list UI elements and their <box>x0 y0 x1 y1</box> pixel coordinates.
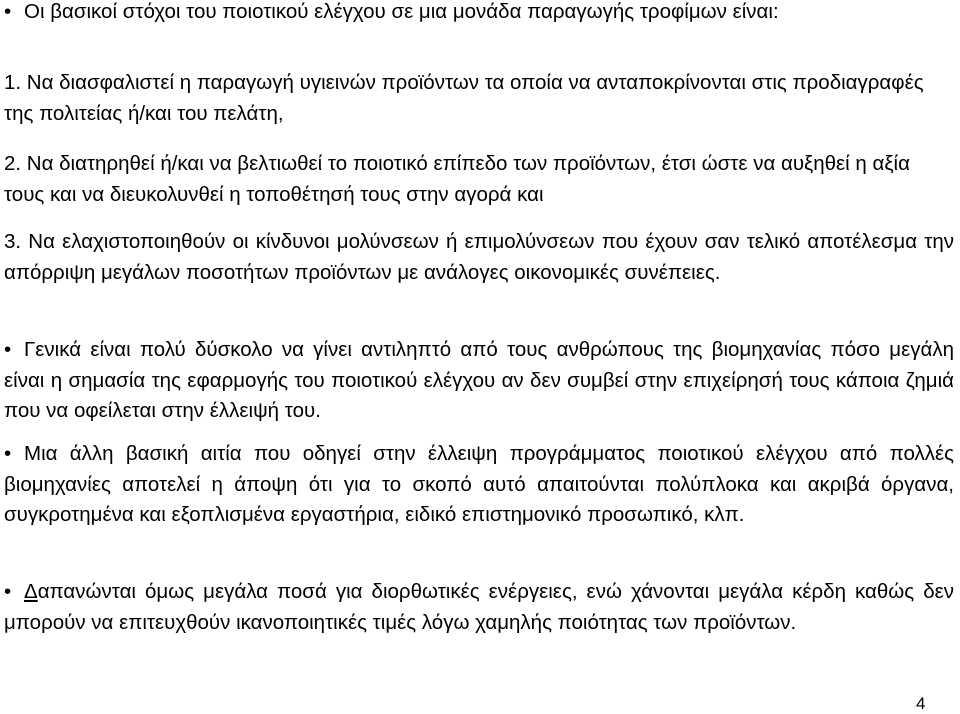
bullet-icon: • <box>4 338 12 361</box>
page-number: 4 <box>916 694 926 713</box>
bullet-paragraph-1 <box>4 335 954 427</box>
bullet-text: Γενικά είναι πολύ δύσκολο να γίνει αντιληπτό από τους ανθρώπους της βιομηχανίας πόσο μεγάλη είναι η σημασία της εφαρμογής του ποιοτικού ελέγχου αν δεν συμβεί στην επιχείρησή τους κάποια ζημιά που να οφείλεται στην έλλειψή του. <box>4 338 954 422</box>
bullet-paragraph-2 <box>4 439 954 531</box>
goal-text: 2. Να διατηρηθεί ή/και να βελτιωθεί το ποιοτικό επίπεδο των προϊόντων, έτσι ώστε να αυξηθεί η αξία τους και να διευκολυνθεί η τοποθέτησή τους στην αγορά και <box>4 152 910 206</box>
intro-paragraph <box>4 0 954 28</box>
bullet-icon: • <box>4 580 12 603</box>
goal-text: 1. Να διασφαλιστεί η παραγωγή υγιεινών προϊόντων τα οποία να ανταποκρίνονται στις προδιαγραφές της πολιτείας ή/και του πελάτη, <box>4 71 924 125</box>
underlined-first-letter: Δ <box>24 580 38 603</box>
bullet-text: Μια άλλη βασική αιτία που οδηγεί στην έλλειψη προγράμματος ποιοτικού ελέγχου από πολλές βιομηχανίες αποτελεί η άποψη ότι για το σκοπό αυτό απαιτούνται πολύπλοκα και ακριβά όργανα, συγκροτημένα και εξοπλισμένα εργαστήρια, ειδικό επιστημονικό προσωπικό, κλπ. <box>4 442 954 526</box>
bullet-paragraph-3 <box>4 577 954 638</box>
bullet-icon: • <box>4 442 12 465</box>
goal-text: 3. Να ελαχιστοποιηθούν οι κίνδυνοι μολύνσεων ή επιμολύνσεων που έχουν σαν τελικό αποτέλεσμα την απόρριψη μεγάλων ποσοτήτων προϊόντων με ανάλογες οικονομικές συνέπειες. <box>4 230 954 284</box>
goal-item-2 <box>4 149 954 210</box>
bullet-icon: • <box>4 0 12 23</box>
bullet-text: απανώνται όμως μεγάλα ποσά για διορθωτικές ενέργειες, ενώ χάνονται μεγάλα κέρδη καθώς δεν μπορούν να επιτευχθούν ικανοποιητικές τιμές λόγω χαμηλής ποιότητας των προϊόντων. <box>4 580 954 634</box>
intro-text: Οι βασικοί στόχοι του ποιοτικού ελέγχου σε μια μονάδα παραγωγής τροφίμων είναι: <box>24 0 779 23</box>
goal-item-3 <box>4 227 954 288</box>
goal-item-1 <box>4 68 954 129</box>
